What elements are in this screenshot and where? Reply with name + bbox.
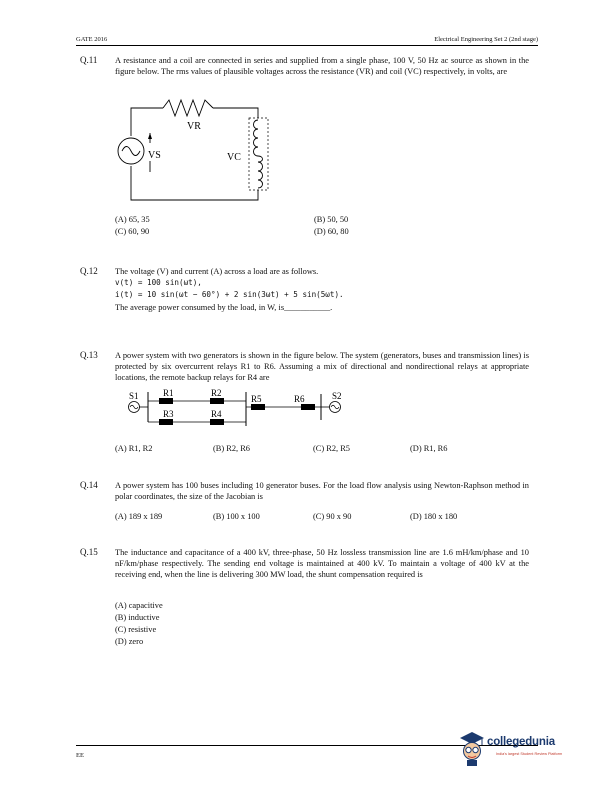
label-r5: R5	[251, 394, 262, 404]
q13-text: A power system with two generators is shown in the figure below. The system (generators, buses and transmission lines) is protected by six overcurrent relays R1 to R6. Assuming a mix of directional and nondirectional relays at appropriate locations, the remote backup relays for R4 are	[115, 351, 529, 382]
relay-r6	[301, 404, 315, 410]
q14-option-b: (B) 100 x 100	[213, 512, 260, 521]
q14-option-c: (C) 90 x 90	[313, 512, 352, 521]
label-r3: R3	[163, 409, 174, 419]
q12-voltage-equation: v(t) = 100 sin(ωt),	[115, 278, 202, 287]
header-left: GATE 2016	[76, 36, 108, 43]
relay-r2	[210, 398, 224, 404]
q15-option-b: (B) inductive	[115, 613, 160, 622]
label-s2: S2	[332, 391, 342, 401]
coil-symbol	[254, 120, 263, 188]
relay-r4	[210, 419, 224, 425]
q15-option-c: (C) resistive	[115, 625, 157, 634]
label-vr: VR	[187, 121, 201, 132]
label-s1: S1	[129, 391, 139, 401]
q13-option-c: (C) R2, R5	[313, 444, 350, 453]
label-r4: R4	[211, 409, 222, 419]
q15-number: Q.15	[80, 547, 98, 557]
q13-power-system-figure	[120, 386, 370, 436]
label-r2: R2	[211, 388, 222, 398]
q11-text: A resistance and a coil are connected in series and supplied from a single phase, 100 V, 50 Hz ac source as shown in the figure below. The rms values of plausible voltages across the resistance (VR) and coil (VC) respectively, in volts, are	[115, 56, 529, 76]
footer-left: EE	[76, 752, 84, 759]
q11-option-a: (A) 65, 35	[115, 215, 150, 224]
label-vc: VC	[227, 152, 241, 163]
q11-option-d: (D) 60, 80	[314, 227, 349, 236]
q11-number: Q.11	[80, 55, 98, 65]
q11-option-b: (B) 50, 50	[314, 215, 349, 224]
q15-option-a: (A) capacitive	[115, 601, 163, 610]
q14-option-d: (D) 180 x 180	[410, 512, 458, 521]
q14-text: A power system has 100 buses including 10 generator buses. For the load flow analysis using Newton-Raphson method in polar coordinates, the size of the Jacobian is	[115, 481, 529, 501]
coil-box	[249, 118, 268, 190]
relay-r3	[159, 419, 173, 425]
q15-text: The inductance and capacitance of a 400 kV, three-phase, 50 Hz lossless transmission line are 1.6 mH/km/phase and 10 nF/km/phase respectively. The sending end voltage is maintained at 400 kV. To maintain a voltage of 400 kV at the receiving end, when the line is delivering 300 MW load, the shunt compensation required is	[115, 548, 529, 579]
relay-r5	[251, 404, 265, 410]
resistor-symbol	[163, 100, 213, 116]
q13-option-a: (A) R1, R2	[115, 444, 153, 453]
q15-option-d: (D) zero	[115, 637, 144, 646]
q11-circuit-figure	[108, 96, 288, 206]
label-vs: VS	[148, 150, 161, 161]
q14-option-a: (A) 189 x 189	[115, 512, 163, 521]
logo-tagline: India's largest Student Review Platform	[496, 752, 563, 756]
collegedunia-logo	[458, 727, 578, 769]
q12-line2: The average power consumed by the load, in W, is___________.	[115, 303, 333, 312]
header-right: Electrical Engineering Set 2 (2nd stage)	[434, 36, 538, 43]
q13-option-d: (D) R1, R6	[410, 444, 448, 453]
q13-option-b: (B) R2, R6	[213, 444, 250, 453]
header-rule	[76, 45, 538, 46]
logo-name: collegedunia	[487, 736, 555, 748]
q12-current-equation: i(t) = 10 sin(ωt − 60°) + 2 sin(3ωt) + 5 sin(5ωt).	[115, 290, 344, 299]
q11-option-c: (C) 60, 90	[115, 227, 150, 236]
q13-number: Q.13	[80, 350, 98, 360]
q14-number: Q.14	[80, 480, 98, 490]
q12-number: Q.12	[80, 266, 98, 276]
q12-line1: The voltage (V) and current (A) across a load are as follows.	[115, 267, 319, 276]
label-r6: R6	[294, 394, 305, 404]
relay-r1	[159, 398, 173, 404]
graduate-mascot-icon	[458, 729, 486, 767]
label-r1: R1	[163, 388, 174, 398]
